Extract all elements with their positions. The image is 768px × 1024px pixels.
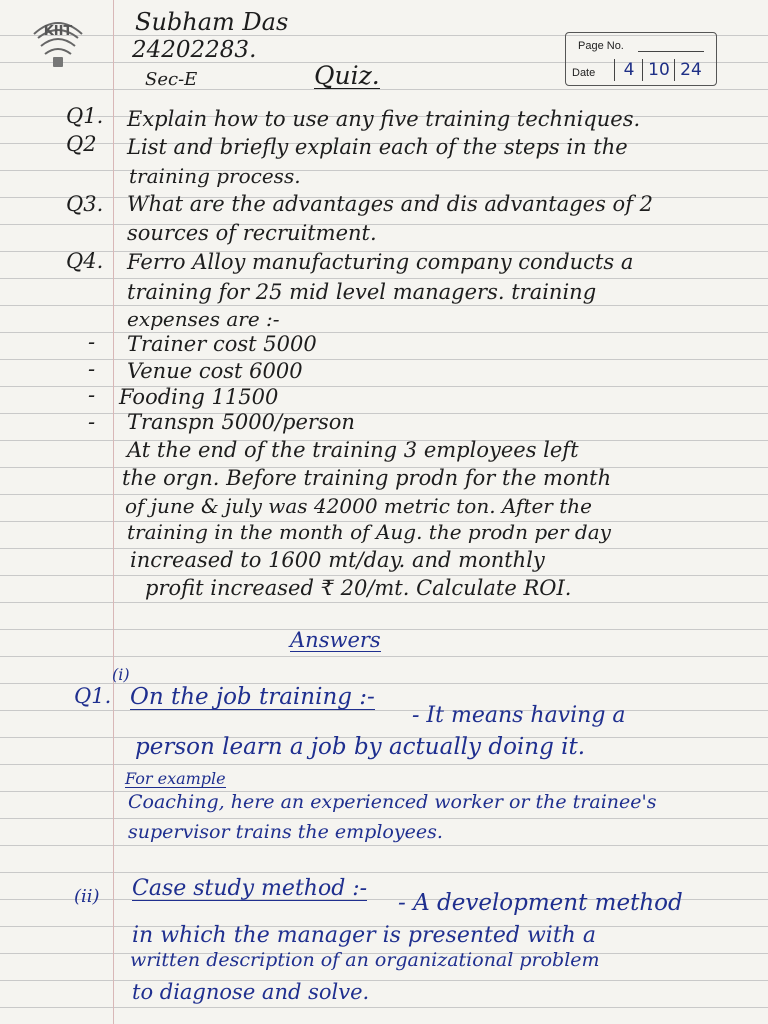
question-line: training process. xyxy=(129,164,301,188)
answer-line: person learn a job by actually doing it. xyxy=(135,734,586,760)
page-number-line xyxy=(638,51,704,52)
date-month: 10 xyxy=(642,59,675,81)
answer-line: - It means having a xyxy=(412,703,626,728)
expense-dash: - xyxy=(88,410,96,434)
question-line: expenses are :- xyxy=(127,307,280,331)
page-title: Quiz. xyxy=(314,61,380,90)
question-line: training for 25 mid level managers. training xyxy=(127,280,597,304)
answer-title: Case study method :- xyxy=(132,876,368,901)
answer-line: written description of an organizational problem xyxy=(130,949,600,971)
answer-line: supervisor trains the employees. xyxy=(128,821,443,843)
q4-detail-line: profit increased ₹ 20/mt. Calculate ROI. xyxy=(145,576,572,600)
question-label: Q3. xyxy=(66,192,104,216)
q4-detail-line: of june & july was 42000 metric ton. After the xyxy=(125,494,592,518)
question-line: sources of recruitment. xyxy=(127,221,377,245)
student-name: Subham Das xyxy=(135,8,289,36)
question-label: Q2 xyxy=(66,132,97,156)
answer-number: (i) xyxy=(112,665,130,684)
question-line: What are the advantages and dis advantages of 2 xyxy=(127,192,654,216)
expense-item: Venue cost 6000 xyxy=(127,359,303,383)
page-date-box xyxy=(565,32,717,86)
answer-line: - A development method xyxy=(398,890,683,916)
q4-detail-line: At the end of the training 3 employees left xyxy=(127,438,579,462)
answer-line: Coaching, here an experienced worker or the trainee's xyxy=(128,791,657,813)
question-line: Explain how to use any five training techniques. xyxy=(127,107,641,131)
svg-text:KIIT: KIIT xyxy=(43,24,73,39)
question-label: Q4. xyxy=(66,249,104,273)
q4-detail-line: the orgn. Before training prodn for the month xyxy=(122,466,612,490)
date-day: 4 xyxy=(614,59,643,81)
margin-line xyxy=(113,0,114,1024)
college-logo-icon xyxy=(24,10,92,70)
expense-item: Trainer cost 5000 xyxy=(127,332,317,356)
answer-line: to diagnose and solve. xyxy=(132,980,370,1004)
roll-number: 24202283. xyxy=(132,37,257,63)
q4-detail-line: training in the month of Aug. the prodn per day xyxy=(127,520,611,544)
date-label: Date xyxy=(572,67,596,79)
page-number-label: Page No. xyxy=(578,40,624,52)
question-line: Ferro Alloy manufacturing company conducts a xyxy=(127,250,634,274)
answer-title: On the job training :- xyxy=(130,684,375,710)
expense-item: Fooding 11500 xyxy=(119,385,279,409)
answer-label: Q1. xyxy=(74,684,112,708)
section-label: Sec-E xyxy=(145,69,198,90)
answers-heading: Answers xyxy=(290,628,381,652)
expense-dash: - xyxy=(88,383,96,407)
expense-item: Transpn 5000/person xyxy=(127,410,355,434)
date-year: 24 xyxy=(674,59,707,81)
answer-example-label: For example xyxy=(125,769,226,788)
expense-dash: - xyxy=(88,357,96,381)
q4-detail-line: increased to 1600 mt/day. and monthly xyxy=(130,548,545,572)
answer-line: in which the manager is presented with a xyxy=(132,923,596,948)
question-label: Q1. xyxy=(66,104,104,128)
question-line: List and briefly explain each of the steps in the xyxy=(127,135,628,159)
answer-number: (ii) xyxy=(74,886,100,907)
expense-dash: - xyxy=(88,330,96,354)
